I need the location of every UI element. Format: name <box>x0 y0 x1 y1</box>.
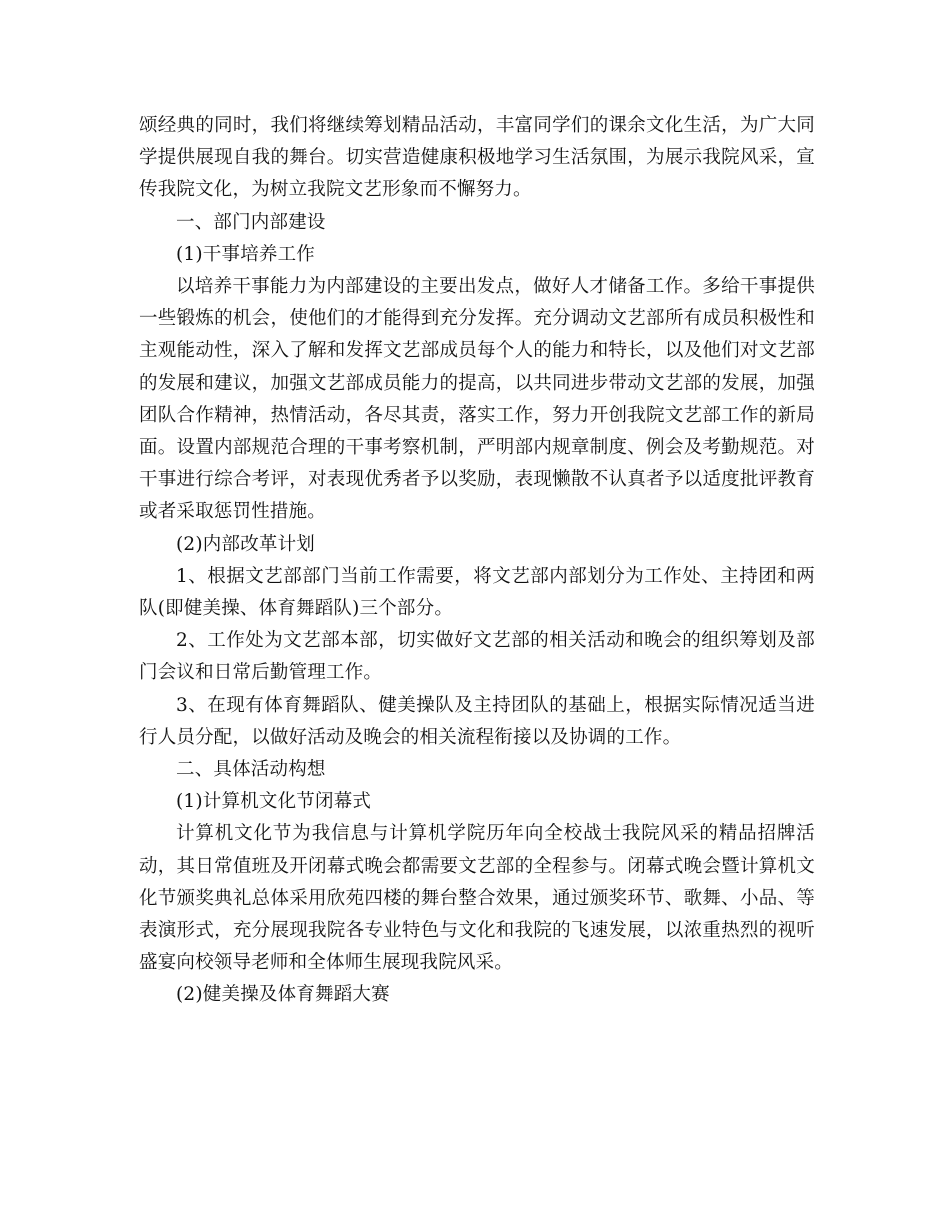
heading-activity-plans: 二、具体活动构想 <box>176 759 326 781</box>
paragraph-intro-continued: 颂经典的同时，我们将继续筹划精品活动，丰富同学们的课余文化生活，为广大同学提供展现自我的舞台。切实营造健康积极地学习生活氛围，为展示我院风采，宣传我院文化，为树立我院文艺形象而不懈努力。 <box>139 115 815 201</box>
subheading-dance-competition: (2)健美操及体育舞蹈大赛 <box>176 984 390 1006</box>
paragraph-closing-ceremony: 计算机文化节为我信息与计算机学院历年向全校战士我院风采的精品招牌活动，其日常值班及开闭幕式晚会都需要文艺部的全程参与。闭幕式晚会暨计算机文化节颁奖典礼总体采用欣苑四楼的舞台整合效果，通过颁奖环节、歌舞、小品、等表演形式，充分展现我院各专业特色与文化和我院的飞速发展，以浓重热烈的视听盛宴向校领导老师和全体师生展现我院风采。 <box>139 823 815 974</box>
subheading-closing-ceremony: (1)计算机文化节闭幕式 <box>176 791 372 813</box>
subheading-staff-training: (1)干事培养工作 <box>176 243 316 265</box>
paragraph-staff-training: 以培养干事能力为内部建设的主要出发点，做好人才储备工作。多给干事提供一些锻炼的机会，使他们的才能得到充分发挥。充分调动文艺部所有成员积极性和主观能动性，深入了解和发挥文艺部成员每个人的能力和特长，以及他们对文艺部的发展和建议，加强文艺部成员能力的提高，以共同进步带动文艺部的发展，加强团队合作精神，热情活动，各尽其责，落实工作，努力开创我院文艺部工作的新局面。设置内部规范合理的干事考察机制，严明部内规章制度、例会及考勤规范。对干事进行综合考评，对表现优秀者予以奖励，表现懒散不认真者予以适度批评教育或者采取惩罚性措施。 <box>139 276 815 523</box>
list-item-reform-2: 2、工作处为文艺部本部，切实做好文艺部的相关活动和晚会的组织筹划及部门会议和日常后勤管理工作。 <box>139 630 815 684</box>
heading-internal-construction: 一、部门内部建设 <box>176 211 326 233</box>
list-item-reform-3: 3、在现有体育舞蹈队、健美操队及主持团队的基础上，根据实际情况适当进行人员分配，以做好活动及晚会的相关流程衔接以及协调的工作。 <box>139 694 815 748</box>
list-item-reform-1: 1、根据文艺部部门当前工作需要，将文艺部内部划分为工作处、主持团和两队(即健美操、体育舞蹈队)三个部分。 <box>139 565 815 620</box>
document-body <box>139 110 815 1012</box>
subheading-internal-reform: (2)内部改革计划 <box>176 533 316 555</box>
